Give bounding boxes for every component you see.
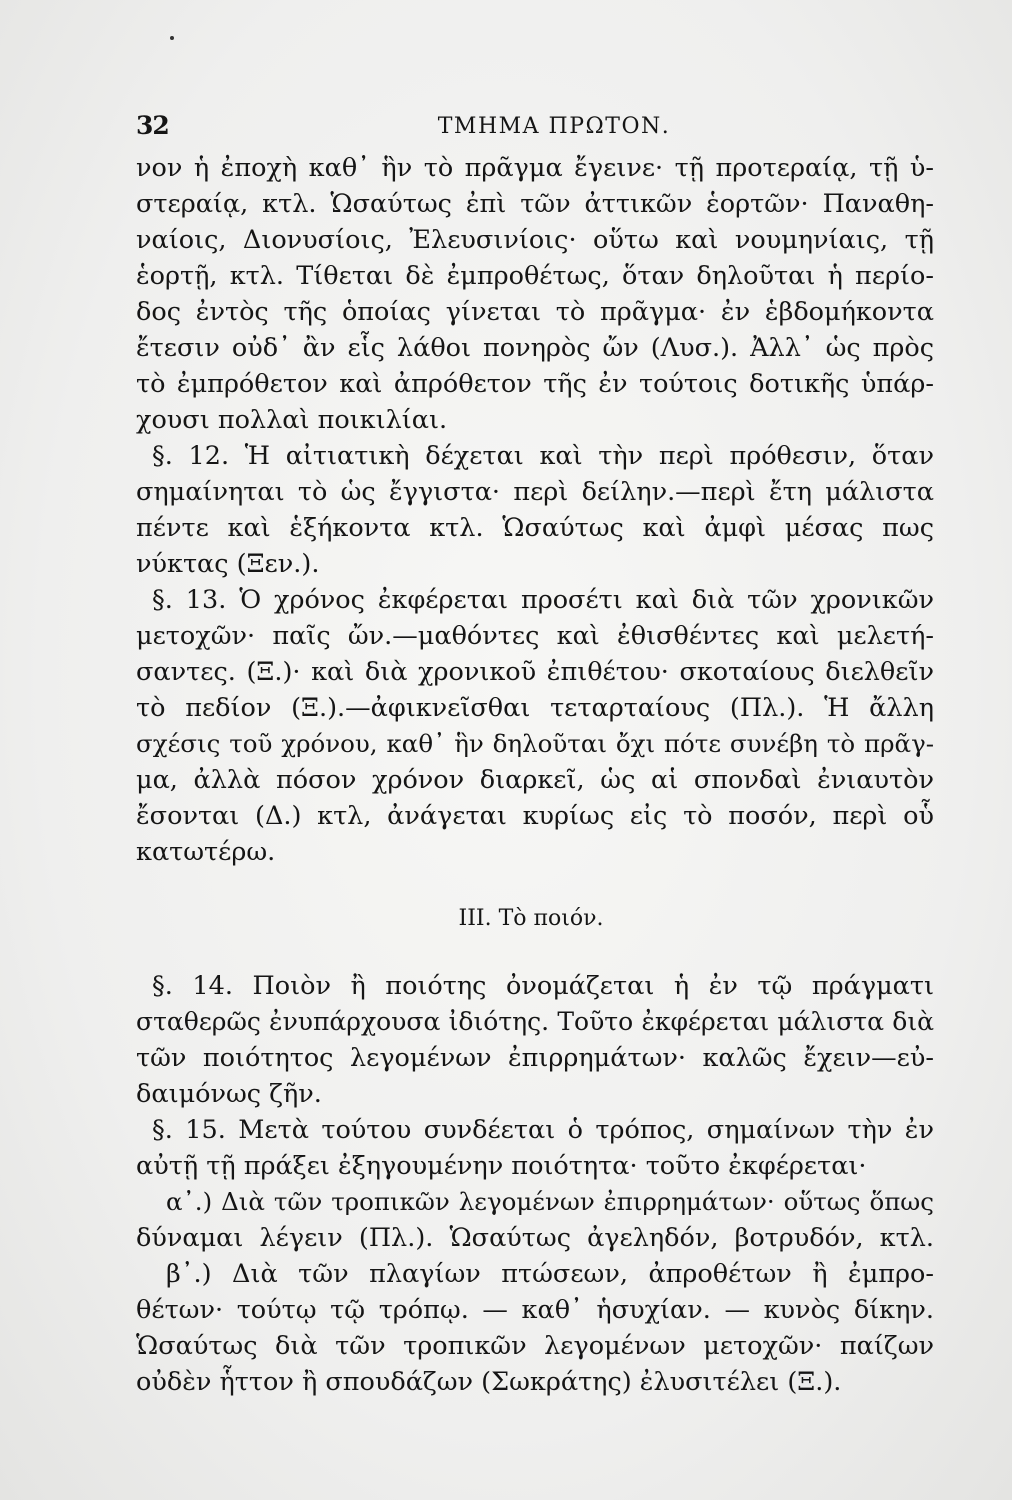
list-item-a: α᾽.) Διὰ τῶν τροπικῶν λεγομένων ἐπιρρημάτων· οὕτως ὅπως [166, 1187, 934, 1216]
text-line: θέτων· τούτῳ τῷ τρόπῳ. — καθ᾽ ἡσυχίαν. — κυνὸς δίκην. [136, 1295, 934, 1325]
text-line: δος ἐντὸς τῆς ὁποίας γίνεται τὸ πρᾶγμα· ἐν ἑβδομήκοντα [136, 297, 934, 327]
text-line: τὸ πεδίον (Ξ.).—ἀφικνεῖσθαι τεταρταίους (Πλ.). Ἡ ἄλλη [136, 693, 934, 723]
text-line: ναίοις, Διονυσίοις, Ἐλευσινίοις· οὕτω καὶ νουμηνίαις, τῇ [136, 225, 934, 255]
text-line: τὸ ἐμπρόθετον καὶ ἀπρόθετον τῆς ἐν τούτοις δοτικῆς ὑπάρ- [136, 369, 934, 399]
paragraph-13-start: §. 13. Ὁ χρόνος ἐκφέρεται προσέτι καὶ διὰ τῶν χρονικῶν [152, 585, 934, 615]
text-line: νύκτας (Ξεν.). [136, 549, 320, 579]
text-line: σχέσις τοῦ χρόνου, καθ᾽ ἣν δηλοῦται ὄχι πότε συνέβη τὸ πρᾶγ- [136, 729, 934, 758]
page-header [136, 111, 936, 145]
list-item-b: β᾽.) Διὰ τῶν πλαγίων πτώσεων, ἀπροθέτων ἢ ἐμπρο- [166, 1259, 934, 1289]
paragraph-12-start: §. 12. Ἡ αἰτιατικὴ δέχεται καὶ τὴν περὶ πρόθεσιν, ὅταν [152, 441, 934, 471]
text-line: μα, ἀλλὰ πόσον χρόνον διαρκεῖ, ὡς αἱ σπονδαὶ ἐνιαυτὸν [136, 765, 934, 795]
page-number: 32 [136, 111, 169, 140]
text-line: ἑορτῇ, κτλ. Τίθεται δὲ ἐμπροθέτως, ὅταν δηλοῦται ἡ περίο- [136, 261, 934, 291]
text-line: χουσι πολλαὶ ποικιλίαι. [136, 405, 448, 435]
text-line: μετοχῶν· παῖς ὤν.—μαθόντες καὶ ἐθισθέντες καὶ μελετή- [136, 621, 934, 651]
text-line: σταθερῶς ἐνυπάρχουσα ἰδιότης. Τοῦτο ἐκφέρεται μάλιστα διὰ [136, 1007, 934, 1036]
text-line: ἔσονται (Δ.) κτλ, ἀνάγεται κυρίως εἰς τὸ ποσόν, περὶ οὗ [136, 801, 934, 831]
section-heading: ΙΙΙ. Τὸ ποιόν. [458, 906, 604, 931]
text-line: αὐτῇ τῇ πράξει ἐξηγουμένην ποιότητα· τοῦτο ἐκφέρεται· [136, 1151, 867, 1181]
running-head: ΤΜΗΜΑ ΠΡΩΤΟΝ. [437, 114, 671, 139]
text-line: νον ἡ ἐποχὴ καθ᾽ ἣν τὸ πρᾶγμα ἔγεινε· τῇ προτεραίᾳ, τῇ ὑ- [136, 153, 934, 183]
text-line: σημαίνηται τὸ ὡς ἔγγιστα· περὶ δείλην.—περὶ ἔτη μάλιστα [136, 477, 934, 507]
text-line: ἔτεσιν οὐδ᾽ ἂν εἷς λάθοι πονηρὸς ὤν (Λυσ.). Ἀλλ᾽ ὡς πρὸς [136, 333, 934, 363]
text-line: στεραίᾳ, κτλ. Ὡσαύτως ἐπὶ τῶν ἀττικῶν ἑορτῶν· Παναθη- [136, 189, 934, 219]
text-line: δαιμόνως ζῆν. [136, 1079, 322, 1109]
text-line: πέντε καὶ ἑξήκοντα κτλ. Ὡσαύτως καὶ ἀμφὶ μέσας πως [136, 513, 934, 543]
text-line: Ὡσαύτως διὰ τῶν τροπικῶν λεγομένων μετοχῶν· παίζων [136, 1331, 934, 1361]
text-line: κατωτέρω. [136, 837, 276, 867]
text-line: οὐδὲν ἧττον ἢ σπουδάζων (Σωκράτης) ἐλυσιτέλει (Ξ.). [136, 1367, 842, 1397]
paragraph-15-start: §. 15. Μετὰ τούτου συνδέεται ὁ τρόπος, σημαίνων τὴν ἐν [152, 1115, 934, 1145]
text-line: δύναμαι λέγειν (Πλ.). Ὡσαύτως ἀγεληδόν, βοτρυδόν, κτλ. [136, 1223, 934, 1253]
body-text [136, 150, 934, 1400]
text-line: σαντες. (Ξ.)· καὶ διὰ χρονικοῦ ἐπιθέτου· σκοταίους διελθεῖν [136, 657, 934, 687]
paragraph-14-start: §. 14. Ποιὸν ἢ ποιότης ὀνομάζεται ἡ ἐν τῷ πράγματι [152, 971, 934, 1001]
ink-speck [170, 36, 174, 40]
text-line: τῶν ποιότητος λεγομένων ἐπιρρημάτων· καλῶς ἔχειν—εὐ- [136, 1043, 934, 1073]
